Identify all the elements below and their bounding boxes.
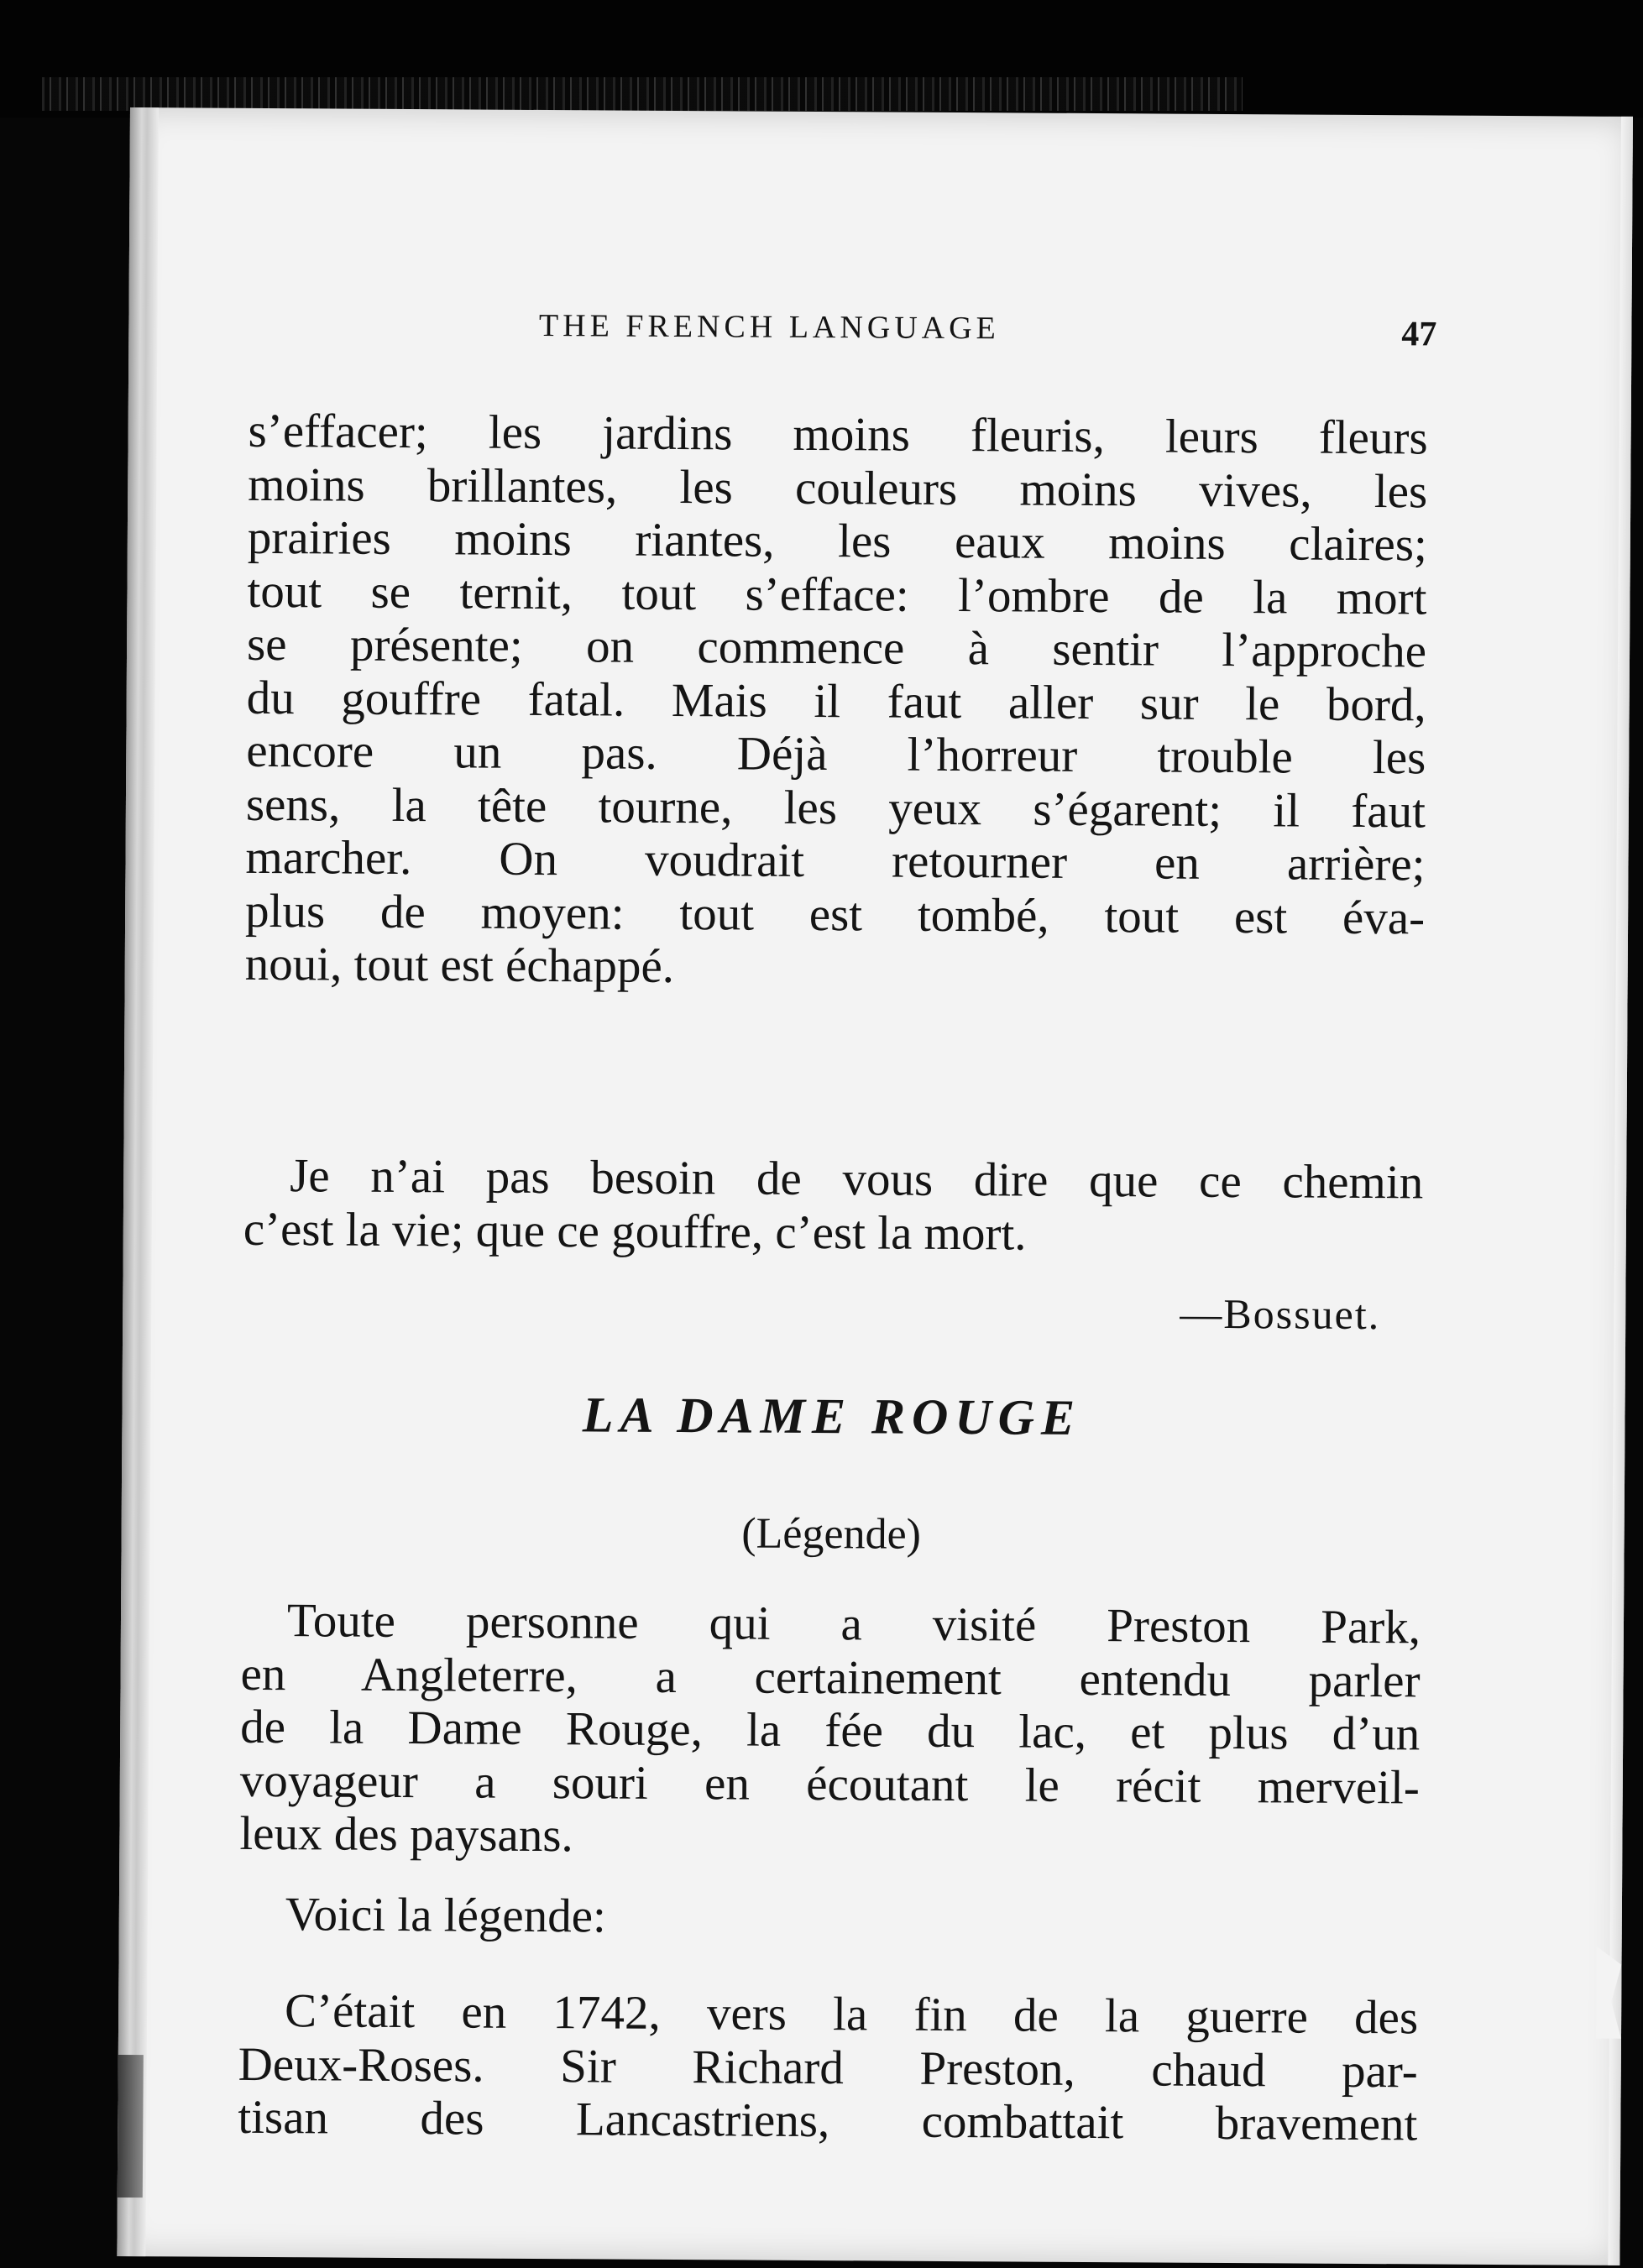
text-line: voyageur a souri en écoutant le récit merveil- [239,1753,1420,1814]
page-gutter-shadow [118,2055,144,2197]
book-page [117,107,1633,2265]
text-line: s’effacer; les jardins moins fleuris, leurs fleurs [248,404,1428,465]
text-line: Je n’ai pas besoin de vous dire que ce chemin [290,1149,1424,1210]
paragraph-intro [239,1594,1421,1868]
text-line: encore un pas. Déjà l’horreur trouble les [246,724,1426,785]
text-line: C’était en 1742, vers la fin de la guerre des [284,1984,1419,2045]
page-number: 47 [1401,315,1437,354]
text-line: tisan des Lancastriens, combattait bravement [238,2090,1418,2151]
paragraph-story-start [238,1984,1418,2151]
text-line: sens, la tête tourne, les yeux s’égarent; il faut [245,777,1426,838]
paragraph-legend-intro [239,1888,1419,1948]
text-line: se présente; on commence à sentir l’approche [246,617,1427,678]
text-line: Toute personne qui a visité Preston Park, [286,1594,1421,1654]
author-signature: —Bossuet. [1180,1289,1381,1339]
text-line: noui, tout est échappé. [244,937,675,993]
text-line: tout se ternit, tout s’efface: l’ombre de la mort [247,564,1427,624]
text-line: prairies moins riantes, les eaux moins claires; [247,510,1428,572]
text-line: leux des paysans. [239,1806,573,1863]
page-gutter [117,107,159,2256]
paragraph-bossuet-end [245,405,1428,998]
text-line: marcher. On voudrait retourner en arrière; [245,830,1426,891]
text-line: plus de moyen: tout est tombé, tout est éva- [244,884,1426,944]
section-subtitle: (Légende) [741,1509,922,1559]
running-head [249,306,1437,363]
paragraph-conclusion [243,1149,1424,1263]
text-line: moins brillantes, les couleurs moins vives, les [248,457,1428,518]
page-right-edge [1608,117,1633,2265]
text-line: en Angleterre, a certainement entendu parler [240,1647,1421,1707]
text-line: Deux-Roses. Sir Richard Preston, chaud par- [238,2037,1418,2098]
text-line: de la Dame Rouge, la fée du lac, et plus d’un [240,1700,1421,1761]
text-line: du gouffre fatal. Mais il faut aller sur le bord, [246,671,1426,731]
text-line: c’est la vie; que ce gouffre, c’est la mort. [243,1202,1027,1261]
text-line: Voici la légende: [285,1888,607,1943]
section-title: LA DAME ROUGE [582,1387,1082,1445]
running-head-title: THE FRENCH LANGUAGE [538,307,1000,347]
scan-top-noise [42,77,1243,111]
